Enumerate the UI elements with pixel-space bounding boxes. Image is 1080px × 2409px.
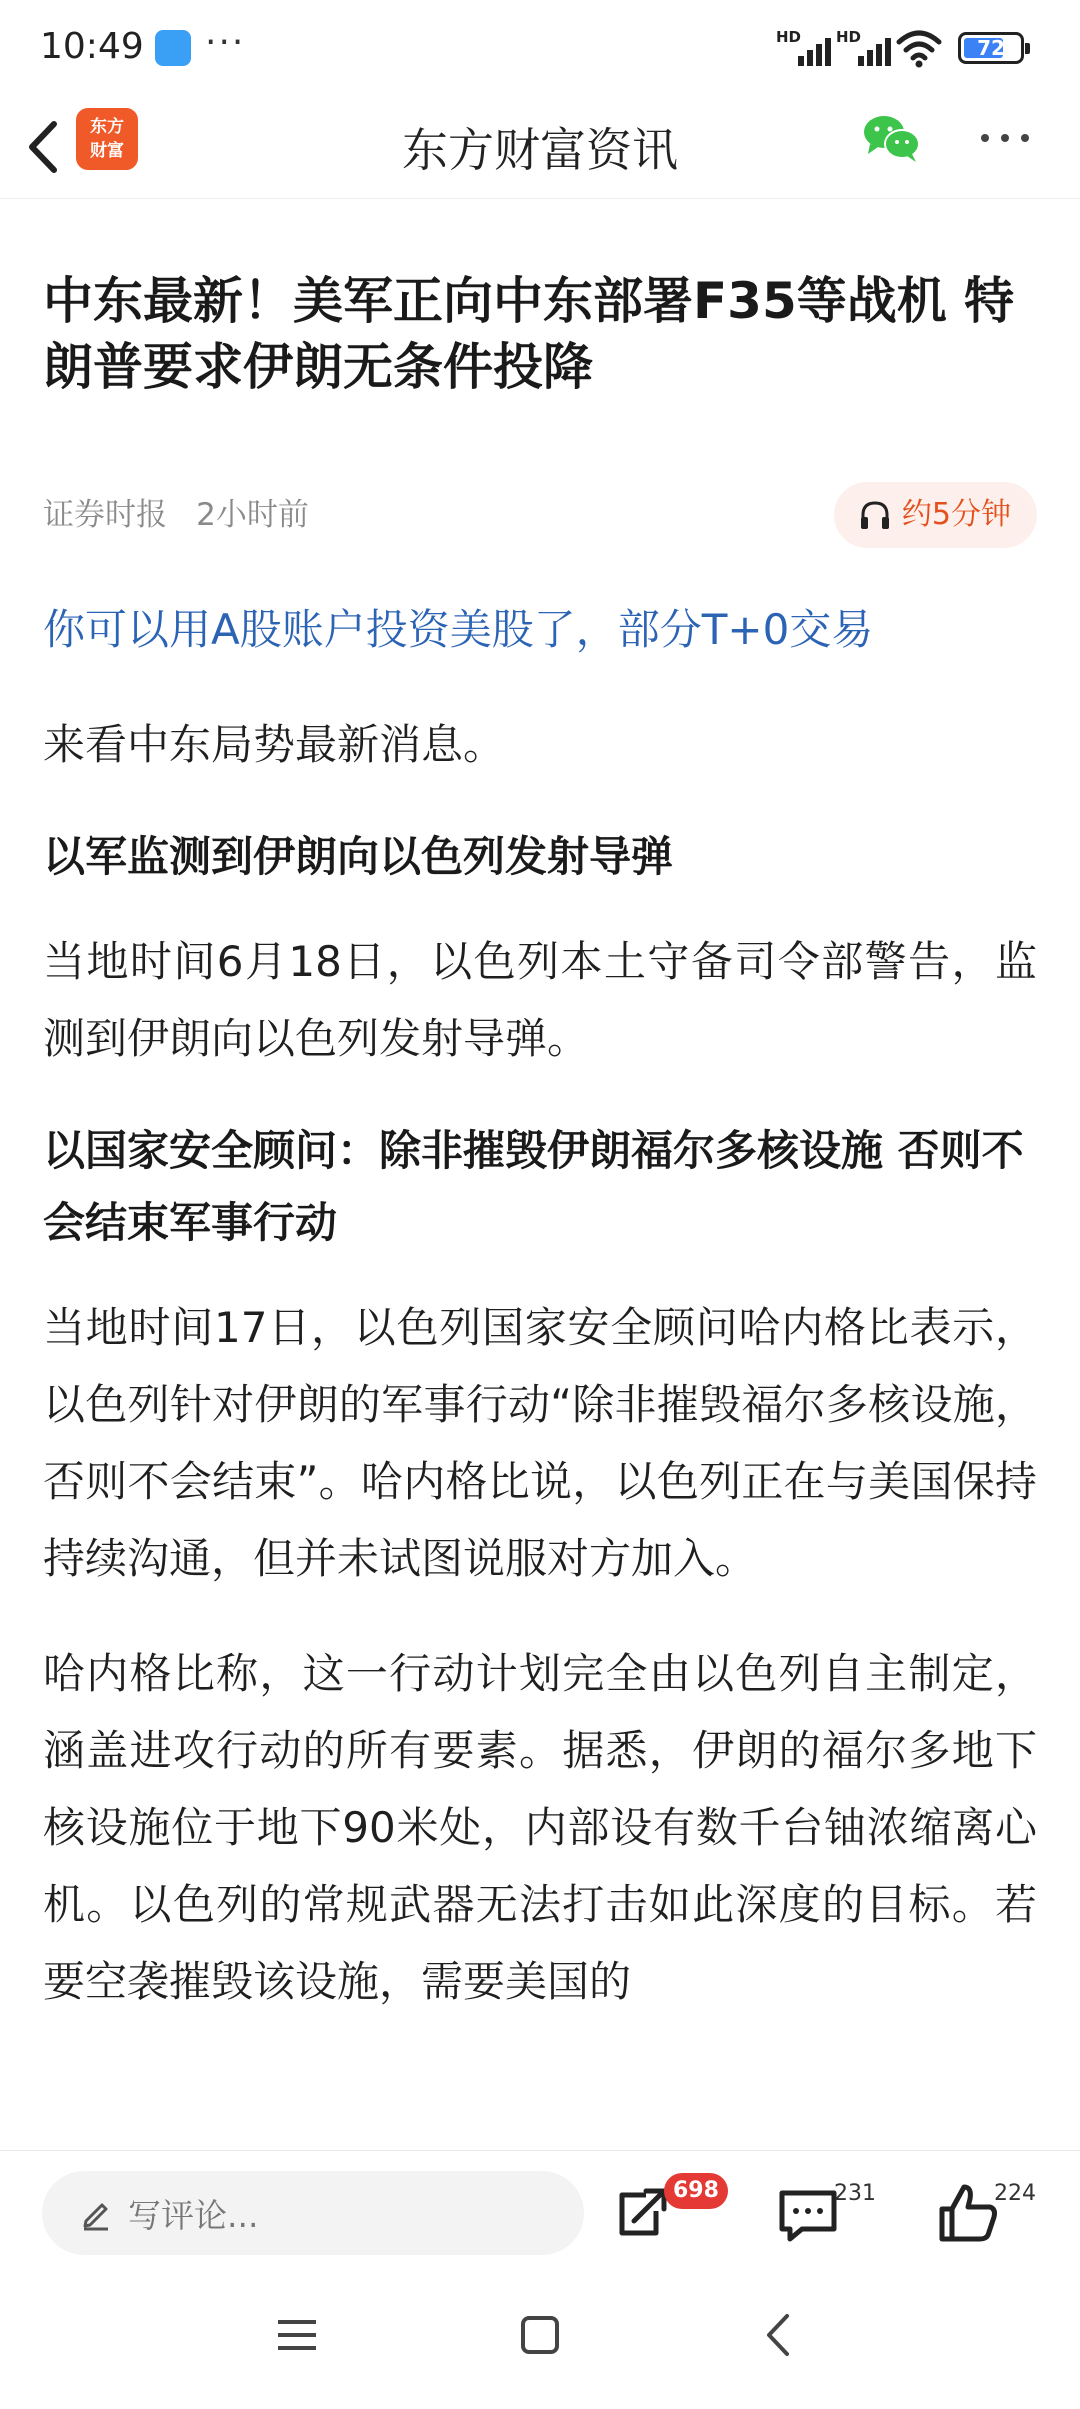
page-title: 东方财富资讯 [402, 123, 678, 177]
paragraph: 来看中东局势最新消息。 [43, 720, 506, 769]
comment-input[interactable] [42, 2171, 584, 2255]
article-meta [43, 480, 1037, 550]
comment-count: 231 [834, 2181, 876, 2206]
app-logo[interactable]: 东方 财富 [76, 108, 138, 170]
pencil-icon [78, 2195, 114, 2231]
section-heading: 以军监测到伊朗向以色列发射导弹 [43, 832, 674, 881]
battery-level: 72 [977, 36, 1005, 60]
system-nav-bar [0, 2270, 1080, 2408]
home-icon[interactable] [505, 2300, 575, 2370]
section-heading: 以国家安全顾问：除非摧毁伊朗福尔多核设施 否则不会结束军事行动 [43, 1126, 1024, 1247]
wifi-icon [895, 28, 943, 68]
listen-duration: 约5分钟 [901, 497, 1011, 532]
battery-icon [958, 32, 1024, 64]
paragraph: 哈内格比称，这一行动计划完全由以色列自主制定，涵盖进攻行动的所有要素。据悉，伊朗的福尔多地下核设施位于地下90米处，内部设有数千台铀浓缩离心机。以色列的常规武器无法打击如此深度的目标。若要空袭摧毁该设施，需要美国的 [43, 1649, 1037, 2006]
headphones-icon [858, 499, 892, 531]
article-header [43, 268, 1037, 400]
article-body [43, 594, 1037, 2058]
comment-placeholder: 写评论... [128, 2195, 259, 2235]
more-icon[interactable] [975, 110, 1035, 166]
back-icon[interactable] [745, 2300, 815, 2370]
article-source[interactable]: 证券时报 [43, 497, 167, 533]
listen-button[interactable] [834, 482, 1037, 548]
wechat-icon[interactable] [860, 110, 924, 166]
cell-signal-1-icon: HD [776, 30, 834, 66]
like-count: 224 [994, 2181, 1036, 2206]
status-time: 10:49 [40, 26, 144, 67]
article-time: 2小时前 [196, 497, 309, 533]
notification-app-icon [155, 30, 191, 66]
article-headline: 中东最新！美军正向中东部署F35等战机 特朗普要求伊朗无条件投降 [43, 272, 1015, 396]
share-badge: 698 [664, 2173, 728, 2209]
promo-link[interactable]: 你可以用A股账户投资美股了，部分T+0交易 [43, 605, 874, 654]
menu-icon[interactable] [262, 2300, 332, 2370]
cell-signal-2-icon: HD [836, 30, 894, 66]
notification-more-icon: ··· [205, 22, 246, 63]
paragraph: 当地时间17日，以色列国家安全顾问哈内格比表示，以色列针对伊朗的军事行动“除非摧毁福尔多核设施，否则不会结束”。哈内格比说，以色列正在与美国保持持续沟通，但并未试图说服对方加入。 [43, 1303, 1037, 1583]
paragraph: 当地时间6月18日，以色列本土守备司令部警告，监测到伊朗向以色列发射导弹。 [43, 937, 1037, 1063]
status-bar [0, 0, 1080, 100]
